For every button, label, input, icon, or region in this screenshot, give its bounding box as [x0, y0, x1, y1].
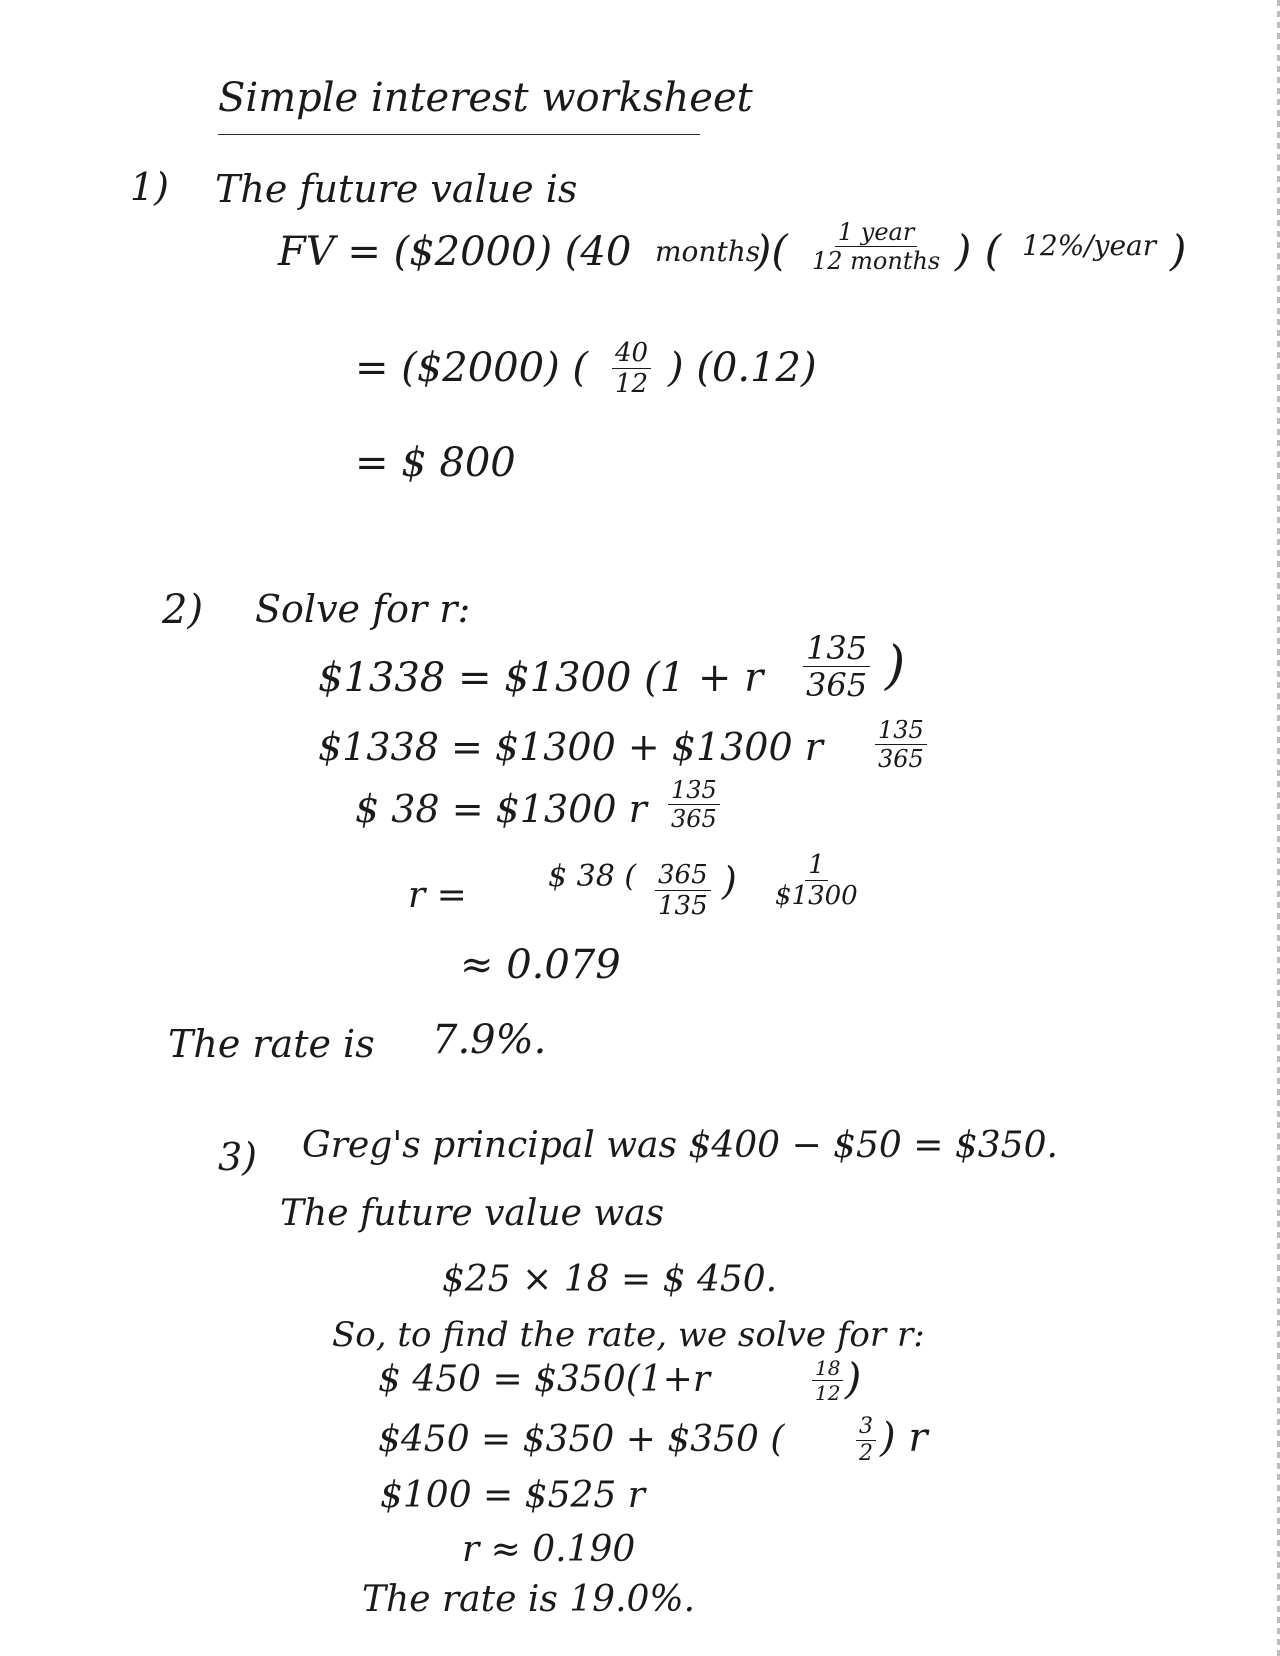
p2-l2-fraction: $\frac{135}{365}$: [875, 718, 927, 771]
problem3-equation-4: r ≈ 0.190: [462, 1529, 636, 1570]
problem2-number: 2): [162, 587, 204, 633]
eq1-lhs: FV = ($2000) (40: [278, 229, 632, 275]
problem3-line-3: $25 × 18 = $ 450.: [442, 1259, 778, 1300]
problem3-line-2: The future value was: [280, 1193, 665, 1234]
p2-l3-lhs: $ 38 = $1300 r: [355, 787, 647, 831]
eq1-fraction: 1 year 12 months: [812, 218, 941, 275]
eq1-rate: 12%/year: [1022, 229, 1157, 262]
p2-l4-lhs: r =: [408, 875, 467, 916]
eq1-paren: )(: [755, 226, 788, 275]
problem3-line-1: Greg's principal was $400 − $50 = $350.: [302, 1125, 1058, 1166]
problem2-conclusion: The rate is: [168, 1022, 375, 1066]
problem3-equation-3: $100 = $525 r: [380, 1475, 645, 1516]
p3-e2-lhs: $450 = $350 + $350 (: [378, 1419, 785, 1460]
problem3-line-4: So, to find the rate, we solve for r:: [332, 1315, 925, 1355]
p3-e1-fraction: $\frac{18}{12}$: [812, 1358, 843, 1403]
p2-l4-fraction-2: $\frac{1}{\$1300}$: [775, 850, 858, 911]
p2-l4-mid2: ): [722, 859, 737, 903]
p2-l1-lhs: $1338 = $1300 (1 + r: [318, 655, 764, 701]
p2-l4-mid: $ 38 (: [548, 859, 637, 894]
problem1-result: = $ 800: [355, 440, 516, 486]
eq1-mid: ) (: [955, 226, 1002, 275]
p3-e2-close: ) r: [880, 1415, 928, 1461]
p2-l2-lhs: $1338 = $1300 + $1300 r: [318, 725, 823, 769]
eq2-fraction: $\frac{40}{12}$: [612, 340, 651, 397]
p2-l4-fraction-1: $\frac{365}{135}$: [655, 862, 711, 919]
eq1-close: ): [1170, 226, 1187, 275]
problem3-conclusion: The rate is 19.0%.: [362, 1579, 696, 1620]
worksheet-title: Simple interest worksheet: [218, 75, 753, 121]
title-underline: [218, 134, 700, 135]
problem2-intro: Solve for r:: [255, 587, 471, 631]
p3-e2-fraction: $\frac{3}{2}$: [856, 1416, 876, 1465]
p2-l1-fraction: $\frac{135}{365}$: [803, 632, 870, 701]
problem2-answer: 7.9%.: [432, 1017, 547, 1063]
eq2-lhs: = ($2000) (: [355, 345, 589, 391]
eq2-rhs: ) (0.12): [668, 345, 817, 391]
p3-e1-close: ): [845, 1354, 862, 1403]
p2-l1-close: ): [885, 636, 906, 696]
problem1-intro: The future value is: [215, 167, 578, 211]
problem2-approx: ≈ 0.079: [460, 942, 621, 988]
problem1-number: 1): [130, 165, 170, 209]
eq1-unit: months: [655, 235, 761, 268]
p3-e1-lhs: $ 450 = $350(1+r: [378, 1359, 711, 1400]
p2-l3-fraction: $\frac{135}{365}$: [668, 778, 720, 831]
problem3-number: 3): [218, 1135, 258, 1179]
